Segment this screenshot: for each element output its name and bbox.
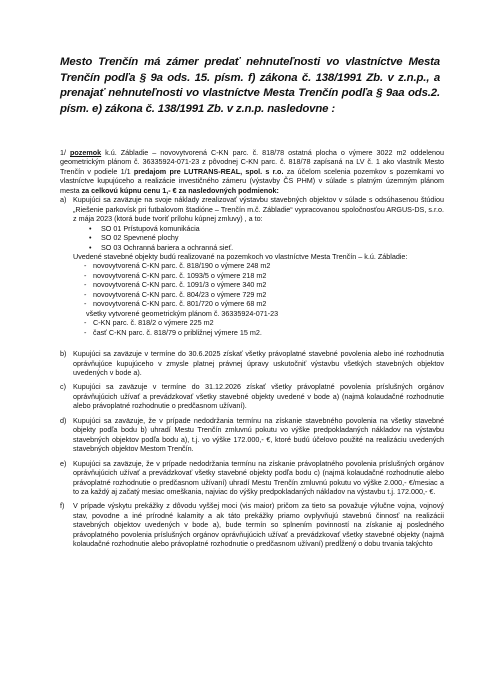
intro-paragraph: [60, 148, 444, 195]
condition-a-label: a): [60, 195, 67, 205]
condition-c-label: c): [60, 382, 66, 392]
document-body: [60, 148, 444, 549]
condition-b-text: Kupujúci sa zaväzuje v termíne do 30.6.2025 získať všetky právoplatné stavebné povolenia alebo iné rozhodnutia oprávňujúce kupujúceho v zmysle platnej právnej úpravy uskutočniť výstavbu všetkých stavebných objektov uvedených v bode a).: [73, 349, 444, 377]
parcel-list-2: [73, 318, 444, 337]
condition-f-label: f): [60, 501, 65, 511]
condition-a: [60, 195, 444, 337]
condition-a-location: Uvedené stavebné objekty budú realizované na pozemkoch vo vlastníctve Mesta Trenčín – k.ú. Zábladie:: [73, 251, 408, 261]
condition-d-text: Kupujúci sa zaväzuje, že v prípade nedodržania termínu na získanie stavebného povolenia na všetky stavebné objekty podľa bodu b) uhradí Mestu Trenčín zmluvnú pokutu vo výške predpokladaných nákladov na výstavbu stavebných objektov podľa bodu a), t.j. vo výške 172.000,- €, ktoré budú účelovo použité na realizáciu uvedených stavebných objektov Mestom Trenčín.: [73, 415, 444, 454]
condition-f-text: V prípade výskytu prekážky z dôvodu vyššej moci (vis maior) pričom za tieto sa považuje výlučne vojna, vojnový stav, povodne a iné prírodné kalamity a ak táto prekážky priamo ovplyvňujú stavebnú činnosť na realizácii stavebných objektov uvedených v bode a), bude termín so splnením povinností na získanie aj posledného právoplatného povolenia príslušných orgánov oprávňujúcich užívať a prevádzkovať všetky stavebné objekty (najmä kolaudačné rozhodnutie alebo právoplatné rozhodnutie o predčasnom užívaní) predĺžený o dobu trvania takýchto: [73, 501, 444, 549]
condition-e-text: Kupujúci sa zaväzuje, že v prípade nedodržania termínu na získanie právoplatného povolenia príslušných orgánov oprávňujúcich užívať a prevádzkovať všetky stavebné objekty podľa bodu c) (najmä kolaudačné rozhodnutie alebo právoplatné rozhodnutie o predčasnom užívaní) uhradí Mestu Trenčín zmluvnú pokutu vo výške 2.000,- €/mesiac a to za každý aj začatý mesiac omeškania, najviac do výšky predpokladaných nákladov na výstavbu t.j. 172.000,- €.: [73, 458, 444, 496]
list-item: • SO 01 Prístupová komunikácia: [101, 224, 444, 233]
condition-e-label: e): [60, 458, 67, 468]
condition-c-text: Kupujúci sa zaväzuje v termíne do 31.12.2026 získať všetky právoplatné povolenia príslušných orgánov oprávňujúcich užívať a prevádzkovať všetky stavebné objekty uvedené v bode a) (najmä kolaudačné rozhodnutie alebo právoplatné rozhodnutie o predčasnom užívaní).: [73, 382, 444, 411]
geometric-plan-note: všetky vytvorené geometrickým plánom č. 36335924-071-23: [86, 308, 279, 318]
condition-d-label: d): [60, 415, 67, 425]
intro-price: za celkovú kúpnu cenu 1,- € za nasledovných podmienok:: [81, 185, 279, 195]
intro-text-2: za účelom scelenia pozemkov s pozemkami vo vlastníctve kupujúceho a realizácie investičného zámeru (výstavby ČS PHM) v súlade s platným územným plánom mesta: [60, 166, 444, 195]
list-item: • SO 03 Ochranná bariera a ochranná sieť.: [101, 243, 444, 252]
list-item: - novovytvorená C-KN parc. č. 804/23 o výmere 729 m2: [93, 290, 444, 299]
condition-f: [60, 501, 444, 548]
condition-d: [60, 416, 444, 454]
condition-b: [60, 349, 444, 377]
condition-b-label: b): [60, 349, 67, 359]
list-item: - novovytvorená C-KN parc. č. 1091/3 o výmere 340 m2: [93, 280, 444, 289]
list-item: - C-KN parc. č. 818/2 o výmere 225 m2: [93, 318, 444, 327]
list-item: - časť C-KN parc. č. 818/79 o približnej výmere 15 m2.: [93, 328, 444, 337]
intro-number: 1/: [60, 148, 66, 157]
list-item: - novovytvorená C-KN parc. č. 818/190 o výmere 248 m2: [93, 261, 444, 270]
intro-buyer: predajom pre LUTRANS-REAL, spol. s r.o.: [133, 166, 284, 176]
list-item: - novovytvorená C-KN parc. č. 801/720 o výmere 68 m2: [93, 299, 444, 308]
intro-subject: pozemok: [70, 148, 102, 157]
condition-a-text: Kupujúci sa zaväzuje na svoje náklady zrealizovať výstavbu stavebných objektov v súlade s odsúhasenou štúdiou „Riešenie parkovísk pri futbalovom štadióne – Trenčín m.č. Zábladie“ vypracovanou spoločnosťou ARGUS-DS, s.r.o. z mája 2023 (ktorá bude tvoriť prílohu kúpnej zmluvy) , a to:: [73, 195, 444, 224]
document-title: Mesto Trenčín má zámer predať nehnuteľnosti vo vlastníctve Mesta Trenčín podľa § 9a ods. 15. písm. f) zákona č. 138/1991 Zb. v z.n.p., a prenajať nehnuteľnosti vo vlastníctve Mesta Trenčín podľa § 9aa ods.2. písm. e) zákona č. 138/1991 Zb. v z.n.p. nasledovne :: [60, 56, 440, 115]
parcel-list: [73, 261, 444, 308]
building-objects-list: [73, 224, 444, 252]
condition-c: [60, 382, 444, 410]
list-item: • SO 02 Spevnené plochy: [101, 233, 444, 242]
intro-text-1: k.ú. Zábladie – novovytvorená C-KN parc. č. 818/78 ostatná plocha o výmere 3022 m2 oddelenou geometrickým plánom č. 36335924-071-23 z pôvodnej C-KN parc. č. 818/78 zapísaná na LV č. 1 ako vlastník Mesto Trenčín v podiele 1/1: [60, 148, 444, 176]
list-item: - novovytvorená C-KN parc. č. 1093/5 o výmere 218 m2: [93, 271, 444, 280]
condition-e: [60, 459, 444, 497]
